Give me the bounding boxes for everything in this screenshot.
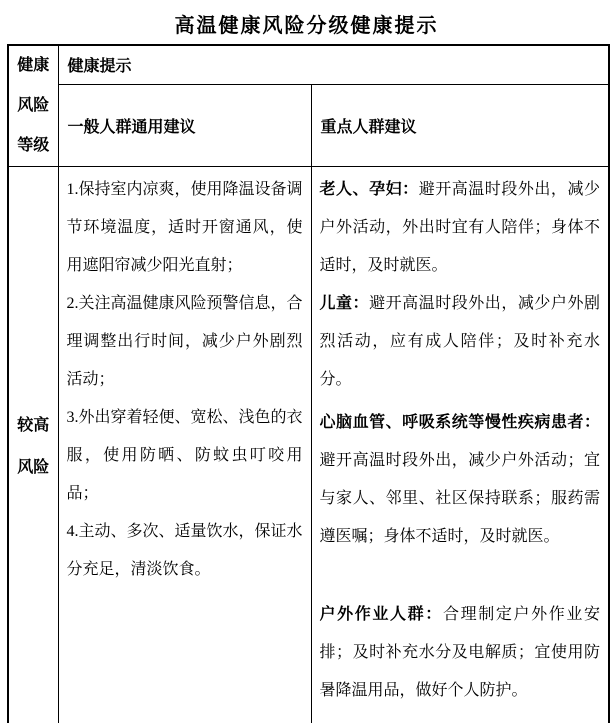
risk-level-header-line-2: 风险 (17, 97, 50, 114)
key-groups-header-cell: 重点人群建议 (311, 84, 609, 166)
document-title: 高温健康风险分级健康提示 (174, 15, 439, 37)
key-group-chronic-disease-text: 避开高温时段外出，减少户外活动；宜与家人、邻里、社区保持联系；服药需遵医嘱；身体不适时，及时就医。 (319, 452, 601, 545)
key-group-chronic-disease-label: 心脑血管、呼吸系统等慢性疾病患者： (319, 414, 601, 431)
risk-level-cell (8, 167, 58, 723)
key-group-elderly-pregnant-text: 避开高温时段外出，减少户外活动，外出时宜有人陪伴；身体不适时，及时就医。 (319, 181, 601, 274)
risk-level-line-2: 风险 (17, 459, 50, 476)
body-row (8, 167, 609, 723)
key-group-children-label: 儿童： (319, 295, 370, 312)
general-advice-header-cell: 一般人群通用建议 (58, 84, 311, 166)
general-advice-item-2: 2.关注高温健康风险预警信息，合理调整出行时间，减少户外剧烈活动； (66, 295, 303, 388)
key-group-elderly-pregnant (320, 171, 601, 285)
risk-level-line-1: 较高 (17, 417, 50, 434)
header-row-1 (8, 45, 609, 84)
risk-level-header-line-1: 健康 (17, 57, 50, 74)
key-group-outdoor-workers (320, 596, 601, 710)
general-advice-item-1: 1.保持室内凉爽，使用降温设备调节环境温度，适时开窗通风，使用遮阳帘减少阳光直射； (66, 181, 303, 274)
general-advice-item-3: 3.外出穿着轻便、宽松、浅色的衣服，使用防晒、防蚊虫叮咬用品； (66, 409, 303, 502)
risk-level-header-cell (8, 45, 58, 167)
tips-header-cell: 健康提示 (58, 45, 609, 84)
risk-level-header-line-3: 等级 (17, 137, 50, 154)
key-group-outdoor-workers-label: 户外作业人群： (319, 606, 443, 623)
general-advice-cell (58, 167, 311, 723)
key-group-children (320, 285, 601, 399)
header-row-2 (8, 84, 609, 166)
general-advice-item-4: 4.主动、多次、适量饮水，保证水分充足，清淡饮食。 (66, 523, 303, 578)
key-group-outdoor-workers-text: 合理制定户外作业安排；及时补充水分及电解质；宜使用防暑降温用品，做好个人防护。 (319, 606, 601, 699)
key-group-chronic-disease (320, 404, 601, 556)
key-group-elderly-pregnant-label: 老人、孕妇： (319, 181, 419, 198)
key-group-children-text: 避开高温时段外出，减少户外剧烈活动，应有成人陪伴；及时补充水分。 (319, 295, 601, 388)
key-groups-cell (311, 167, 609, 723)
health-tips-table (7, 44, 610, 723)
